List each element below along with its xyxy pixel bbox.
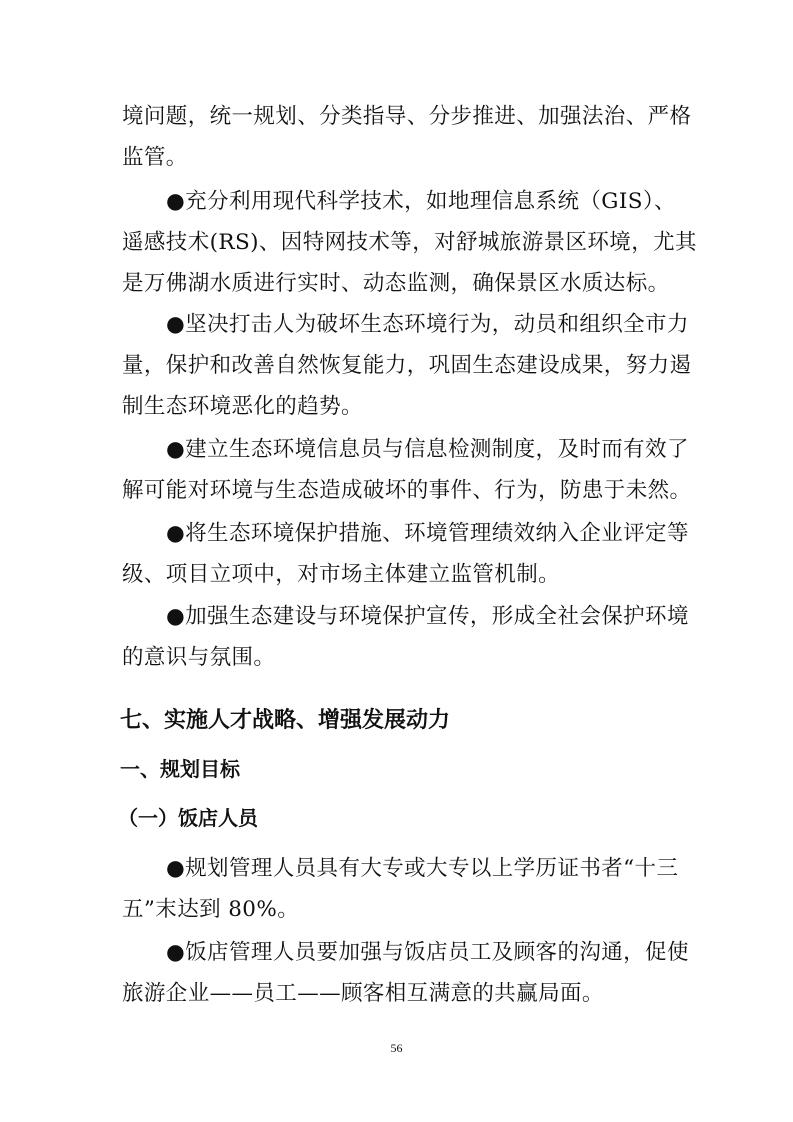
bullet-paragraph-education bbox=[122, 848, 679, 930]
text-line: 的意识与氛围。 bbox=[122, 645, 276, 670]
sub-subsection-heading: （一）饭店人员 bbox=[118, 806, 258, 830]
text-line: 解可能对环境与生态造成破坏的事件、行为，防患于未然。 bbox=[122, 478, 692, 503]
text-line: ●充分利用现代科学技术，如地理信息系统（GIS）、 bbox=[166, 189, 676, 214]
bullet-paragraph-monitoring bbox=[122, 181, 697, 304]
paragraph-continuation bbox=[122, 96, 692, 178]
page-number: 56 bbox=[390, 1041, 403, 1055]
text-line: 旅游企业——员工——顾客相互满意的共赢局面。 bbox=[122, 981, 604, 1006]
text-line: ●坚决打击人为破坏生态环境行为，动员和组织全市力 bbox=[166, 312, 689, 337]
bullet-paragraph-communication bbox=[122, 932, 689, 1014]
text-line: 是万佛湖水质进行实时、动态监测，确保景区水质达标。 bbox=[122, 271, 670, 296]
section-heading: 七、实施人才战略、增强发展动力 bbox=[120, 708, 451, 733]
text-line: ●将生态环境保护措施、环境管理绩效纳入企业评定等 bbox=[166, 521, 689, 546]
text-line: ●加强生态建设与环境保护宣传，形成全社会保护环境 bbox=[166, 604, 689, 629]
text-line: ●饭店管理人员要加强与饭店员工及顾客的沟通，促使 bbox=[166, 940, 689, 965]
text-line: 制生态环境恶化的趋势。 bbox=[122, 394, 363, 419]
bullet-paragraph-publicity bbox=[122, 596, 689, 678]
text-line: 遥感技术(RS)、因特网技术等，对舒城旅游景区环境，尤其 bbox=[122, 230, 697, 255]
text-line: 级、项目立项中，对市场主体建立监管机制。 bbox=[122, 562, 561, 587]
bullet-paragraph-crackdown bbox=[122, 304, 692, 427]
subsection-heading: 一、规划目标 bbox=[120, 757, 240, 781]
text-line: 五”末达到 80%。 bbox=[122, 897, 300, 922]
text-line: 量，保护和改善自然恢复能力，巩固生态建设成果，努力遏 bbox=[122, 353, 692, 378]
text-line: ●规划管理人员具有大专或大专以上学历证书者“十三 bbox=[166, 856, 679, 881]
bullet-paragraph-information bbox=[122, 429, 692, 511]
bullet-paragraph-evaluation bbox=[122, 513, 689, 595]
text-line: ●建立生态环境信息员与信息检测制度，及时而有效了 bbox=[166, 437, 689, 462]
text-line: 境问题，统一规划、分类指导、分步推进、加强法治、严格 bbox=[122, 104, 692, 129]
text-line: 监管。 bbox=[122, 145, 188, 170]
